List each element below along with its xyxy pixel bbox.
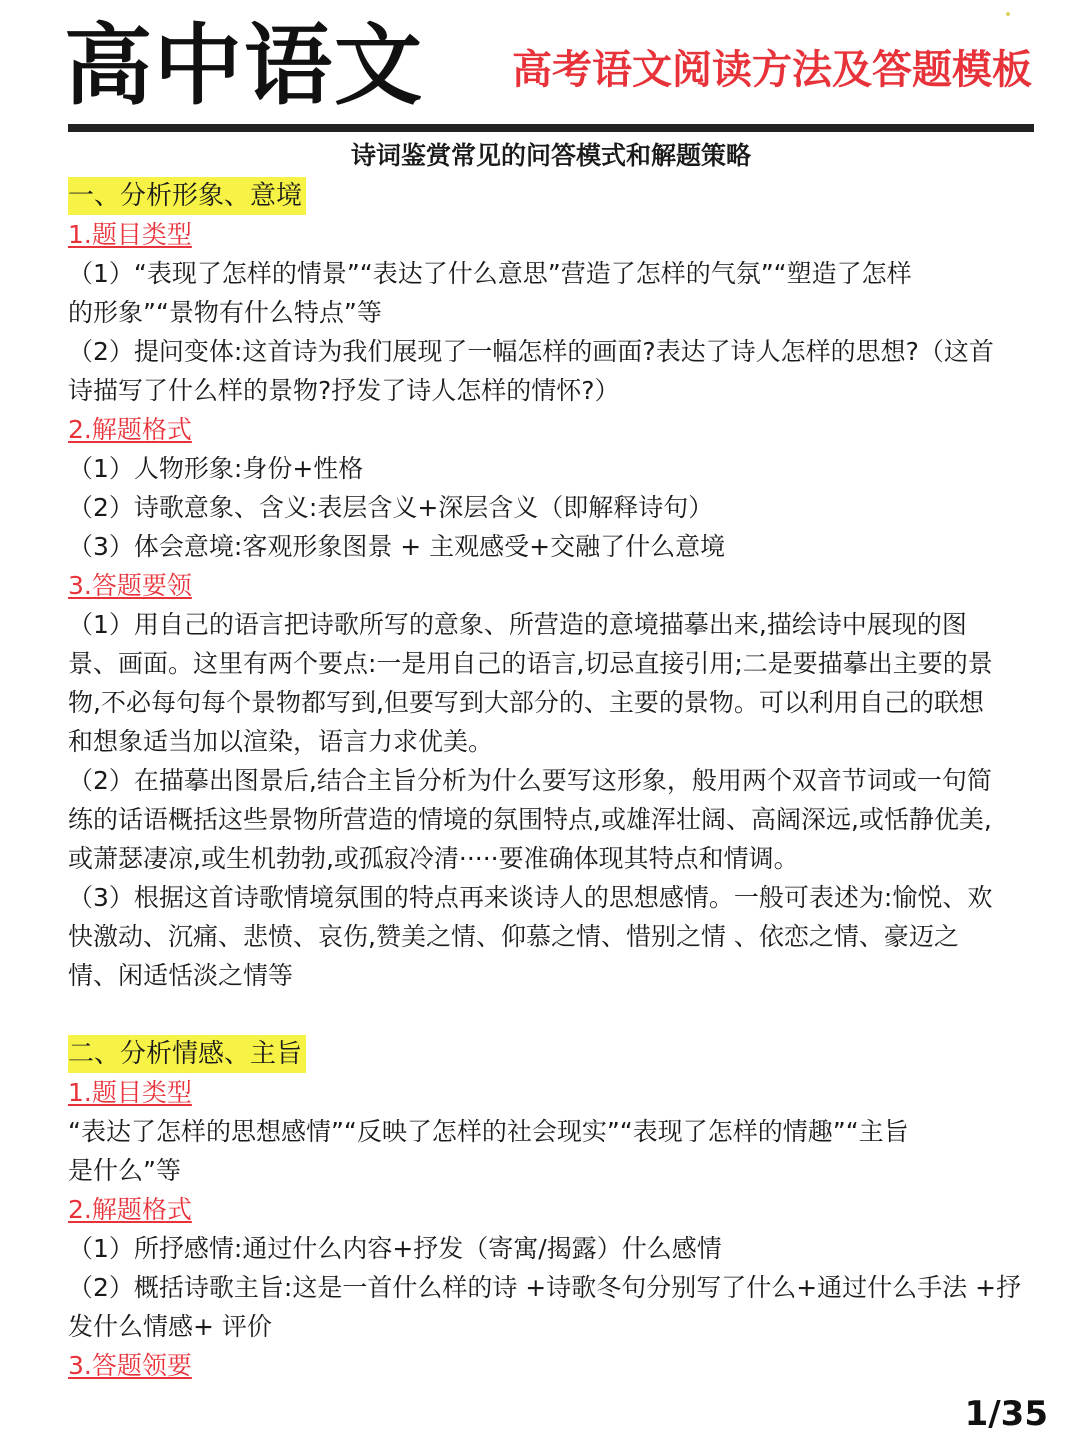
subsection-heading: 3.答题领要	[68, 1351, 192, 1380]
text-line: （1）所抒感情:通过什么内容+抒发（寄寓/揭露）什么感情	[68, 1234, 722, 1263]
document-title: 诗词鉴赏常见的问答模式和解题策略	[350, 141, 751, 170]
subsection-heading: 2.解题格式	[68, 415, 192, 444]
text-line: 是什么”等	[68, 1156, 181, 1185]
text-line: （2）提问变体:这首诗为我们展现了一幅怎样的画面?表达了诗人怎样的思想?（这首	[68, 337, 994, 366]
header-divider	[68, 124, 1034, 132]
text-line: （2）在描摹出图景后,结合主旨分析为什么要写这形象，般用两个双音节词或一句简	[68, 766, 992, 795]
subsection-heading: 1.题目类型	[68, 1078, 192, 1107]
text-line: 情、闲适恬淡之情等	[68, 961, 294, 990]
text-line: （3）体会意境:客观形象图景 + 主观感受+交融了什么意境	[68, 532, 726, 561]
section-1	[68, 176, 1034, 995]
text-line: 的形象”“景物有什么特点”等	[68, 298, 382, 327]
text-line: （1）“表现了怎样的情景”“表达了什么意思”营造了怎样的气氛”“塑造了怎样	[68, 259, 912, 288]
text-line: （1）用自己的语言把诗歌所写的意象、所营造的意境描摹出来,描绘诗中展现的图	[68, 610, 967, 639]
subtitle: 高考语文阅读方法及答题模板	[512, 47, 1032, 93]
text-line: 练的话语概括这些景物所营造的情境的氛围特点,或雄浑壮阔、高阔深远,或恬静优美,	[68, 805, 992, 834]
main-title: 高中语文	[64, 14, 425, 117]
text-line: 景、画面。这里有两个要点:一是用自己的语言,切忌直接引用;二是要描摹出主要的景	[68, 649, 993, 678]
text-line: 发什么情感+ 评价	[68, 1312, 272, 1341]
subsection-heading: 2.解题格式	[68, 1195, 192, 1224]
text-line: 诗描写了什么样的景物?抒发了诗人怎样的情怀?）	[68, 376, 620, 405]
text-line: （2）诗歌意象、含义:表层含义+深层含义（即解释诗句）	[68, 493, 714, 522]
text-line: （1）人物形象:身份+性格	[68, 454, 364, 483]
section-heading: 一、分析形象、意境	[68, 177, 306, 215]
subsection-heading: 1.题目类型	[68, 220, 192, 249]
document-body	[68, 136, 1034, 1385]
text-line: （3）根据这首诗歌情境氛围的特点再来谈诗人的思想感情。一般可表述为:愉悦、欢	[68, 883, 993, 912]
text-line: “表达了怎样的思想感情”“反映了怎样的社会现实”“表现了怎样的情趣”“主旨	[68, 1117, 909, 1146]
section-2	[68, 1034, 1034, 1385]
text-line: 或萧瑟凄凉,或生机勃勃,或孤寂冷清·····要准确体现其特点和情调。	[68, 844, 799, 873]
page-number: 1/35	[964, 1394, 1048, 1434]
text-line: 和想象适当加以渲染，语言力求优美。	[68, 727, 494, 756]
section-heading: 二、分析情感、主旨	[68, 1035, 306, 1073]
text-line: 物,不必每句每个景物都写到,但要写到大部分的、主要的景物。可以利用自己的联想	[68, 688, 984, 717]
text-line: 快激动、沉痛、悲愤、哀伤,赞美之情、仰慕之情、惜别之情 、依恋之情、豪迈之	[68, 922, 959, 951]
spacer	[68, 995, 1034, 1034]
decorative-dot	[1006, 12, 1010, 16]
subsection-heading: 3.答题要领	[68, 571, 192, 600]
text-line: （2）概括诗歌主旨:这是一首什么样的诗 +诗歌冬句分别写了什么+通过什么手法 +抒	[68, 1273, 1022, 1302]
